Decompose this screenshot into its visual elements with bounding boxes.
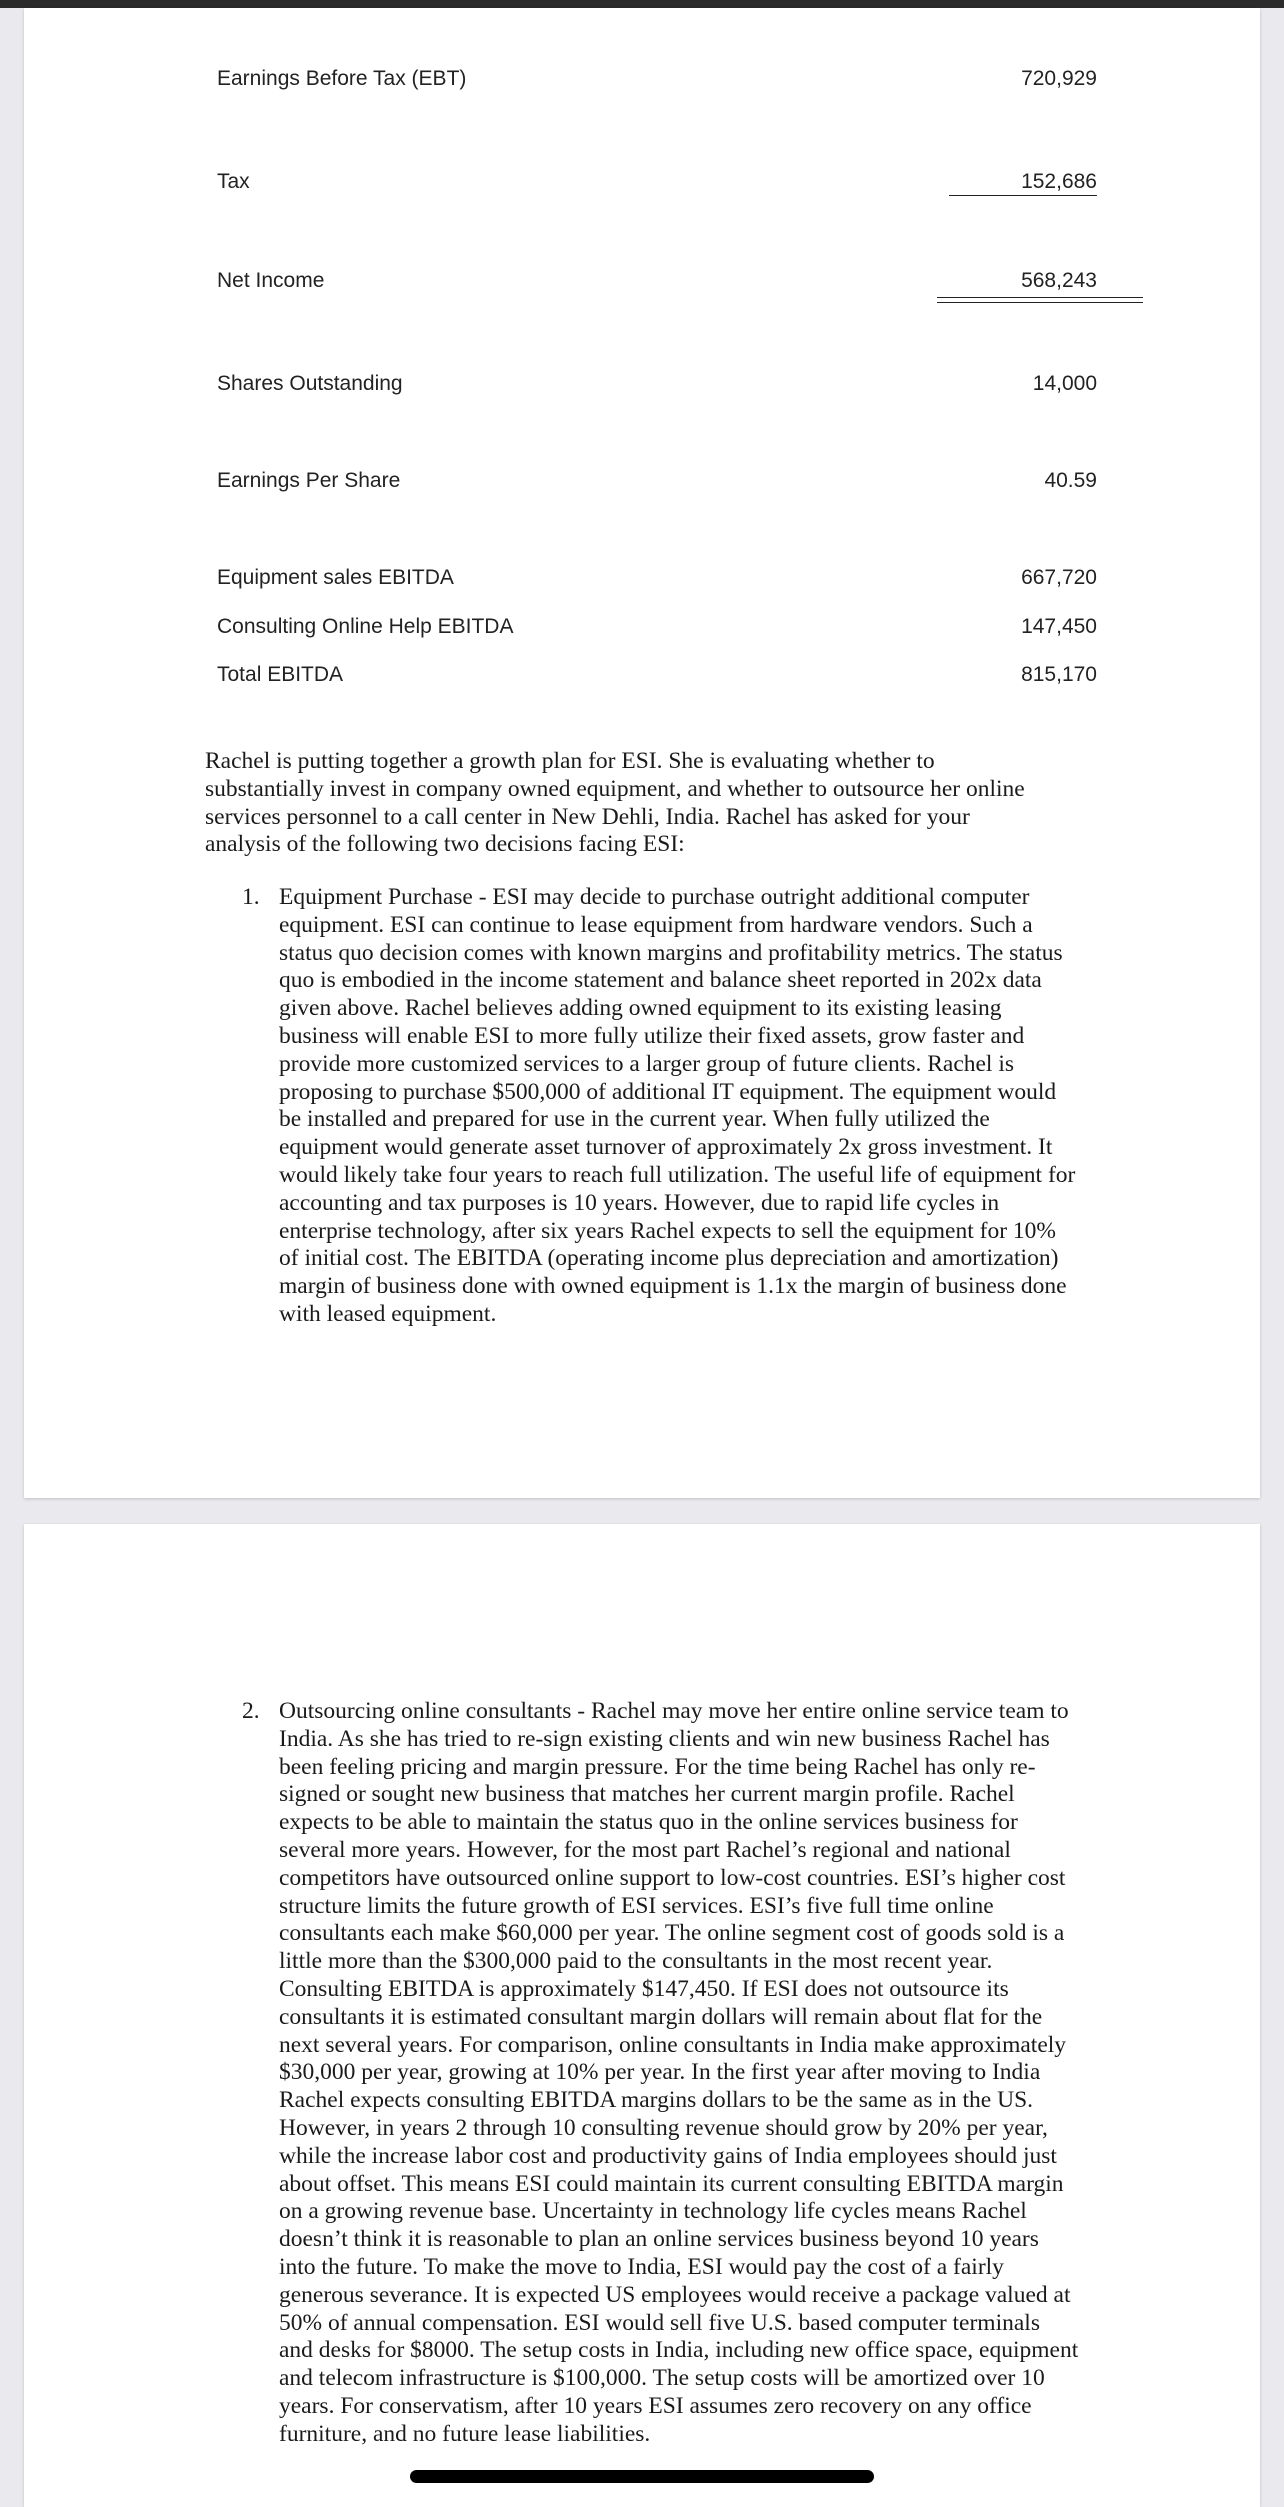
consulting-ebitda-label: Consulting Online Help EBITDA: [217, 615, 514, 638]
net-income-value: 568,243: [1021, 269, 1097, 292]
consulting-ebitda-value: 147,450: [1021, 615, 1097, 638]
tax-underline: [949, 195, 1097, 196]
eps-value: 40.59: [1044, 469, 1097, 492]
document-page-2: [24, 1524, 1260, 2507]
eps-row: [24, 469, 1260, 501]
consulting-ebitda-row: [24, 615, 1260, 647]
ebt-label: Earnings Before Tax (EBT): [217, 67, 467, 90]
shares-label: Shares Outstanding: [217, 372, 403, 395]
tax-row: [24, 170, 1260, 202]
net-income-row: [24, 269, 1260, 301]
net-income-label: Net Income: [217, 269, 325, 292]
list-item-text: Equipment Purchase - ESI may decide to purchase outright additional computer equipment. ESI can continue to lease equipment from hardware vendors. Such a status quo decision comes with known margins and profitability metrics. The status quo is embodied in the income statement and balance sheet reported in 202x data given above. Rachel believes adding owned equipment to its existing leasing business will enable ESI to more fully utilize their fixed assets, grow faster and provide more customized services to a larger group of future clients. Rachel is proposing to purchase $500,000 of additional IT equipment. The equipment would be installed and prepared for use in the current year. When fully utilized the equipment would generate asset turnover of approximately 2x gross investment. It would likely take four years to reach full utilization. The useful life of equipment for accounting and tax purposes is 10 years. However, due to rapid life cycles in enterprise technology, after six years Rachel expects to sell the equipment for 10% of initial cost. The EBITDA (operating income plus depreciation and amortization) margin of business done with owned equipment is 1.1x the margin of business done with leased equipment.: [279, 884, 1076, 1327]
intro-paragraph: Rachel is putting together a growth plan for ESI. She is evaluating whether to substantially invest in company owned equipment, and whether to outsource her online services personnel to a call center in New Dehli, India. Rachel has asked for your analysis of the following two decisions facing ESI:: [205, 748, 1025, 858]
equipment-ebitda-label: Equipment sales EBITDA: [217, 566, 454, 589]
total-ebitda-row: [24, 663, 1260, 695]
equipment-ebitda-value: 667,720: [1021, 566, 1097, 589]
equipment-ebitda-row: [24, 566, 1260, 598]
ebt-row: [24, 67, 1260, 99]
list-item-number: 1.: [242, 884, 260, 910]
shares-row: [24, 372, 1260, 404]
eps-label: Earnings Per Share: [217, 469, 401, 492]
net-income-double-underline: [937, 297, 1143, 303]
home-indicator[interactable]: [410, 2470, 874, 2483]
total-ebitda-label: Total EBITDA: [217, 663, 344, 686]
tax-label: Tax: [217, 170, 250, 193]
document-page-1: [24, 8, 1260, 1498]
tax-value: 152,686: [1021, 170, 1097, 193]
list-item-text: Outsourcing online consultants - Rachel may move her entire online service team to India. As she has tried to re-sign existing clients and win new business Rachel has been feeling pricing and margin pressure. For the time being Rachel has only re-signed or sought new business that matches her current margin profile. Rachel expects to be able to maintain the status quo in the online services business for several more years. However, for the most part Rachel’s regional and national competitors have outsourced online support to low-cost countries. ESI’s higher cost structure limits the future growth of ESI services. ESI’s five full time online consultants each make $60,000 per year. The online segment cost of goods sold is a little more than the $300,000 paid to the consultants in the most recent year. Consulting EBITDA is approximately $147,450. If ESI does not outsource its consultants it is estimated consultant margin dollars will remain about flat for the next several years. For comparison, online consultants in India make approximately $30,000 per year, growing at 10% per year. In the first year after moving to India Rachel expects consulting EBITDA margins dollars to be the same as in the US. However, in years 2 through 10 consulting revenue should grow by 20% per year, while the increase labor cost and productivity gains of India employees should just about offset. This means ESI could maintain its current consulting EBITDA margin on a growing revenue base. Uncertainty in technology life cycles means Rachel doesn’t think it is reasonable to plan an online services business beyond 10 years into the future. To make the move to India, ESI would pay the cost of a fairly generous severance. It is expected US employees would receive a package valued at 50% of annual compensation. ESI would sell five U.S. based computer terminals and desks for $8000. The setup costs in India, including new office space, equipment and telecom infrastructure is $100,000. The setup costs will be amortized over 10 years. For conservatism, after 10 years ESI assumes zero recovery on any office furniture, and no future lease liabilities.: [279, 1698, 1079, 2447]
list-item-number: 2.: [242, 1698, 260, 1724]
shares-value: 14,000: [1032, 372, 1097, 395]
total-ebitda-value: 815,170: [1021, 663, 1097, 686]
ebt-value: 720,929: [1021, 67, 1097, 90]
top-status-bar: [0, 0, 1284, 8]
